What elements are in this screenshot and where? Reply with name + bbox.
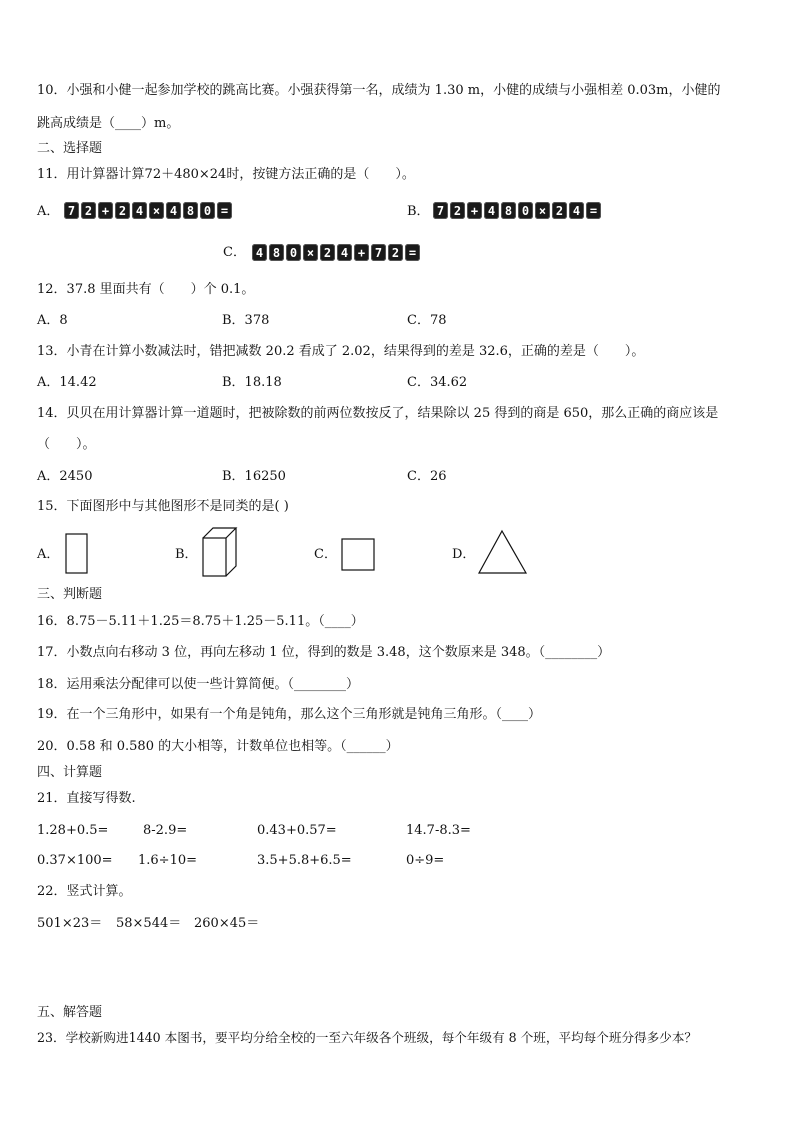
q11-option-a-label: A． bbox=[37, 204, 60, 219]
calculator-key: 2 bbox=[450, 202, 465, 219]
calculator-key: 4 bbox=[166, 202, 181, 219]
q13-stem: 13．小青在计算小数减法时，错把减数 20.2 看成了 2.02，结果得到的差是 32.6，正确的差是（ ）。 bbox=[37, 344, 645, 359]
calculator-key: 2 bbox=[320, 244, 335, 261]
q14-option-a: A．2450 bbox=[37, 469, 93, 484]
q12-stem: 12．37.8 里面共有（ ）个 0.1。 bbox=[37, 282, 255, 297]
q21-item: 1.28+0.5= bbox=[37, 823, 109, 838]
q11-option-c-label: C． bbox=[223, 245, 246, 260]
calculator-key: = bbox=[405, 244, 420, 261]
calculator-key: 4 bbox=[132, 202, 147, 219]
calculator-key: 4 bbox=[569, 202, 584, 219]
q16-statement: 16．8.75－5.11＋1.25＝8.75＋1.25－5.11。（____） bbox=[37, 614, 364, 629]
q10-line1: 10．小强和小健一起参加学校的跳高比赛。小强获得第一名，成绩为 1.30 m，小健的成绩与小强相差 0.03m，小健的 bbox=[37, 83, 721, 98]
calculator-key: 2 bbox=[552, 202, 567, 219]
calculator-key: 8 bbox=[183, 202, 198, 219]
q22-item: 501×23＝ bbox=[37, 916, 103, 931]
q11-stem: 11．用计算器计算72＋480×24时，按键方法正确的是（ ）。 bbox=[37, 167, 415, 182]
q13-option-a: A．14.42 bbox=[37, 375, 97, 390]
q12-option-b: B．378 bbox=[222, 313, 270, 328]
q21-item: 0.43+0.57= bbox=[257, 823, 337, 838]
calculator-key: 7 bbox=[64, 202, 79, 219]
calculator-key: 2 bbox=[81, 202, 96, 219]
q14-line2: （ ）。 bbox=[37, 437, 96, 452]
calculator-key: × bbox=[303, 244, 318, 261]
q15-option-a-label: A． bbox=[37, 547, 60, 562]
calculator-key: × bbox=[535, 202, 550, 219]
q15-triangle-shape bbox=[478, 530, 528, 575]
q13-option-c: C．34.62 bbox=[407, 375, 468, 390]
q14-line1: 14．贝贝在用计算器计算一道题时，把被除数的前两位数按反了，结果除以 25 得到的商是 650，那么正确的商应该是 bbox=[37, 406, 719, 421]
q15-cuboid-shape bbox=[202, 527, 238, 579]
q15-option-b-label: B． bbox=[175, 547, 198, 562]
calculator-key: 0 bbox=[286, 244, 301, 261]
q22-stem: 22．竖式计算。 bbox=[37, 884, 132, 899]
q21-stem: 21．直接写得数. bbox=[37, 791, 136, 806]
q11-option-b-label: B． bbox=[407, 204, 430, 219]
calculator-key: + bbox=[354, 244, 369, 261]
q22-item: 58×544＝ bbox=[116, 916, 182, 931]
calculator-key: 8 bbox=[269, 244, 284, 261]
q15-rectangle-shape bbox=[65, 533, 89, 575]
q15-square-shape bbox=[341, 538, 376, 572]
q20-statement: 20．0.58 和 0.580 的大小相等，计数单位也相等。（______） bbox=[37, 739, 399, 754]
q21-item: 14.7-8.3= bbox=[406, 823, 471, 838]
calculator-key: × bbox=[149, 202, 164, 219]
q11-option-c-keys bbox=[252, 244, 420, 261]
q21-item: 0÷9= bbox=[406, 853, 445, 868]
calculator-key: = bbox=[586, 202, 601, 219]
q15-option-c-label: C． bbox=[314, 547, 337, 562]
q18-statement: 18．运用乘法分配律可以使一些计算简便。（________） bbox=[37, 677, 360, 692]
q10-line2: 跳高成绩是（____）m。 bbox=[37, 116, 180, 131]
calculator-key: 4 bbox=[252, 244, 267, 261]
section-calc-heading: 四、计算题 bbox=[37, 765, 103, 780]
q14-option-b: B．16250 bbox=[222, 469, 286, 484]
q11-option-b-keys bbox=[433, 202, 601, 219]
q14-option-c: C．26 bbox=[407, 469, 447, 484]
q22-item: 260×45＝ bbox=[194, 916, 260, 931]
calculator-key: + bbox=[467, 202, 482, 219]
calculator-key: 8 bbox=[501, 202, 516, 219]
q12-option-c: C．78 bbox=[407, 313, 447, 328]
calculator-key: 0 bbox=[518, 202, 533, 219]
q13-option-b: B．18.18 bbox=[222, 375, 282, 390]
calculator-key: 0 bbox=[200, 202, 215, 219]
calculator-key: 2 bbox=[388, 244, 403, 261]
section-judge-heading: 三、判断题 bbox=[37, 587, 103, 602]
q21-item: 0.37×100= bbox=[37, 853, 113, 868]
q17-statement: 17．小数点向右移动 3 位，再向左移动 1 位，得到的数是 3.48，这个数原来是 348。（________） bbox=[37, 645, 611, 660]
q11-option-a-keys bbox=[64, 202, 232, 219]
q12-option-a: A．8 bbox=[37, 313, 68, 328]
calculator-key: + bbox=[98, 202, 113, 219]
section-answer-heading: 五、解答题 bbox=[37, 1005, 103, 1020]
calculator-key: 4 bbox=[484, 202, 499, 219]
section-choice-heading: 二、选择题 bbox=[37, 141, 103, 156]
calculator-key: 4 bbox=[337, 244, 352, 261]
q23-stem: 23．学校新购进1440 本图书，要平均分给全校的一至六年级各个班级，每个年级有 8 个班，平均每个班分得多少本？ bbox=[37, 1030, 698, 1045]
calculator-key: 7 bbox=[433, 202, 448, 219]
q21-item: 1.6÷10= bbox=[138, 853, 198, 868]
calculator-key: = bbox=[217, 202, 232, 219]
q15-stem: 15．下面图形中与其他图形不是同类的是( ) bbox=[37, 499, 289, 514]
q21-item: 3.5+5.8+6.5= bbox=[257, 853, 352, 868]
calculator-key: 7 bbox=[371, 244, 386, 261]
q19-statement: 19．在一个三角形中，如果有一个角是钝角，那么这个三角形就是钝角三角形。（____） bbox=[37, 707, 542, 722]
q21-item: 8-2.9= bbox=[143, 823, 188, 838]
calculator-key: 2 bbox=[115, 202, 130, 219]
q15-option-d-label: D． bbox=[452, 547, 476, 562]
